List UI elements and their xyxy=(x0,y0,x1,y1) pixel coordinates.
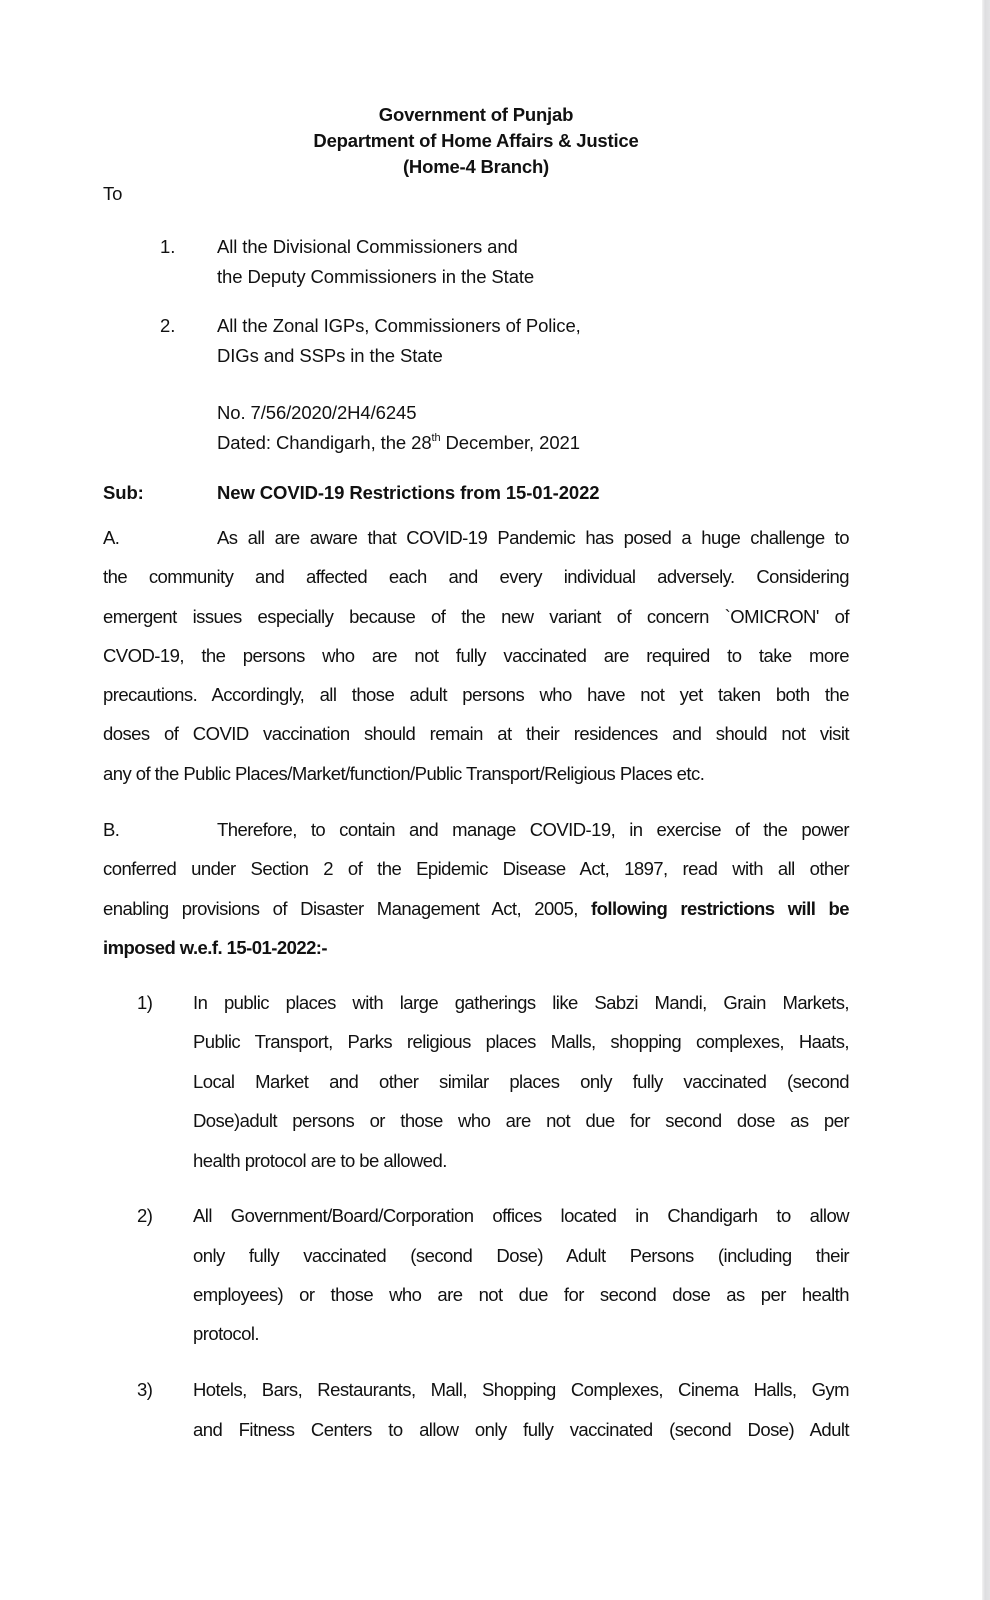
list-item-line: protocol. xyxy=(193,1323,260,1344)
subject-label: Sub: xyxy=(103,482,144,503)
to-label: To xyxy=(103,183,123,204)
header-department: Department of Home Affairs & Justice xyxy=(313,130,639,151)
paragraph-line xyxy=(103,898,849,920)
list-item-line: Dose)adult persons or those who are not due for second dose as per xyxy=(193,1110,849,1131)
list-item-line: health protocol are to be allowed. xyxy=(193,1150,447,1171)
reference-date xyxy=(217,432,580,454)
paragraph-line: conferred under Section 2 of the Epidemic Disease Act, 1897, read with all other xyxy=(103,858,849,879)
header-branch: (Home-4 Branch) xyxy=(402,156,550,177)
date-ordinal: th xyxy=(431,432,441,444)
recipient-line: DIGs and SSPs in the State xyxy=(217,345,443,366)
paragraph-line: the community and affected each and every individual adversely. Considering xyxy=(103,566,849,587)
paragraph-line: Therefore, to contain and manage COVID-19, in exercise of the power xyxy=(217,819,849,840)
list-item-line: Local Market and other similar places only fully vaccinated (second xyxy=(193,1071,849,1092)
paragraph-label: A. xyxy=(103,527,120,548)
page-edge-shadow xyxy=(982,0,990,1600)
recipient-number: 2. xyxy=(160,315,176,336)
paragraph-line: CVOD-19, the persons who are not fully vaccinated are required to take more xyxy=(103,645,849,666)
date-text: Dated: Chandigarh, the 28 xyxy=(217,432,432,453)
recipient-number: 1. xyxy=(160,236,176,257)
paragraph-label: B. xyxy=(103,819,120,840)
paragraph-line: emergent issues especially because of the new variant of concern `OMICRON' of xyxy=(103,606,849,627)
paragraph-line: As all are aware that COVID-19 Pandemic has posed a huge challenge to xyxy=(217,527,849,548)
list-item-line: Public Transport, Parks religious places Malls, shopping complexes, Haats, xyxy=(193,1031,849,1052)
list-item-line: employees) or those who are not due for second dose as per health xyxy=(193,1284,849,1305)
paragraph-bold-line: imposed w.e.f. 15-01-2022:- xyxy=(103,937,328,958)
list-item-line: All Government/Board/Corporation offices located in Chandigarh to allow xyxy=(193,1205,849,1226)
list-item-number: 1) xyxy=(137,992,153,1013)
reference-number: No. 7/56/2020/2H4/6245 xyxy=(217,402,417,423)
paragraph-line: any of the Public Places/Market/function/Public Transport/Religious Places etc. xyxy=(103,763,705,784)
recipient-line: All the Divisional Commissioners and xyxy=(217,236,518,257)
list-item-line: and Fitness Centers to allow only fully vaccinated (second Dose) Adult xyxy=(193,1419,849,1440)
list-item-number: 2) xyxy=(137,1205,153,1226)
list-item-number: 3) xyxy=(137,1379,153,1400)
list-item-line: Hotels, Bars, Restaurants, Mall, Shopping Complexes, Cinema Halls, Gym xyxy=(193,1379,849,1400)
list-item-line: In public places with large gatherings like Sabzi Mandi, Grain Markets, xyxy=(193,992,849,1013)
paragraph-line: precautions. Accordingly, all those adult persons who have not yet taken both the xyxy=(103,684,849,705)
paragraph-bold-text: following restrictions will be xyxy=(591,898,849,919)
subject-text: New COVID-19 Restrictions from 15-01-2022 xyxy=(217,482,600,503)
paragraph-text: enabling provisions of Disaster Management Act, 2005, xyxy=(103,898,591,919)
recipient-line: All the Zonal IGPs, Commissioners of Police, xyxy=(217,315,581,336)
header-government: Government of Punjab xyxy=(378,104,574,125)
date-text-suffix: December, 2021 xyxy=(440,432,580,453)
paragraph-line: doses of COVID vaccination should remain at their residences and should not visit xyxy=(103,723,849,744)
list-item-line: only fully vaccinated (second Dose) Adult Persons (including their xyxy=(193,1245,849,1266)
recipient-line: the Deputy Commissioners in the State xyxy=(217,266,535,287)
